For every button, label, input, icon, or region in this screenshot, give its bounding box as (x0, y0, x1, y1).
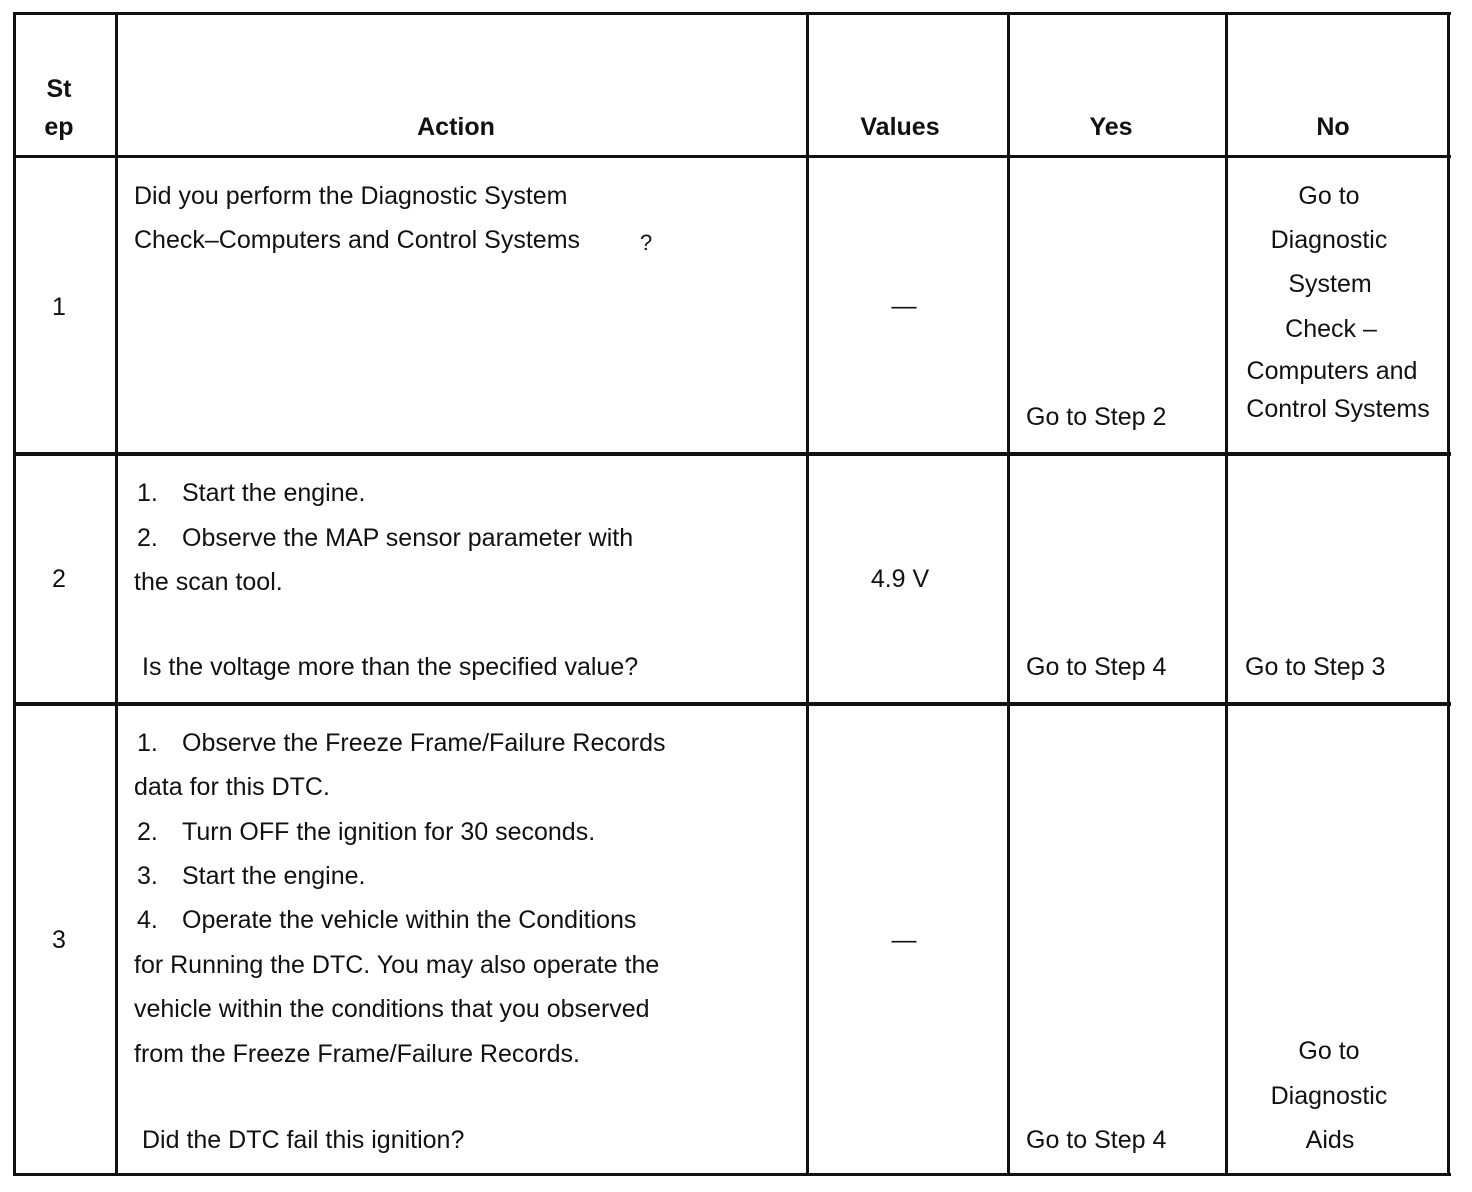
action-text: for Running the DTC. You may also operate the (134, 951, 660, 979)
table-border-bottom (13, 1173, 1451, 1176)
step-number: 3 (52, 926, 66, 954)
action-text: Start the engine. (182, 862, 366, 890)
action-text: Operate the vehicle within the Conditions (182, 906, 637, 934)
action-text: Check–Computers and Control Systems (134, 226, 581, 254)
header-step: St (46, 75, 72, 103)
header-yes: Yes (1089, 113, 1133, 141)
action-text: Start the engine. (182, 479, 366, 507)
value-cell: — (891, 292, 917, 320)
value-cell: — (891, 926, 917, 954)
question-text: Did the DTC fail this ignition? (142, 1126, 465, 1154)
step-number: 1 (52, 293, 66, 321)
header-values: Values (860, 113, 940, 141)
no-link[interactable]: Computers and (1246, 357, 1418, 385)
table-border-left (13, 12, 16, 1176)
action-text: from the Freeze Frame/Failure Records. (134, 1040, 580, 1068)
no-link[interactable]: Diagnostic (1270, 226, 1388, 254)
column-divider (115, 12, 118, 1176)
no-link[interactable]: Diagnostic (1270, 1082, 1388, 1110)
yes-link[interactable]: Go to Step 2 (1026, 403, 1167, 431)
list-number: 4. (137, 906, 158, 934)
header-step: ep (44, 113, 74, 141)
column-divider (806, 12, 809, 1176)
yes-link[interactable]: Go to Step 4 (1026, 1126, 1167, 1154)
action-text: Did you perform the Diagnostic System (134, 182, 568, 210)
header-no: No (1316, 113, 1350, 141)
list-number: 3. (137, 862, 158, 890)
action-text: Turn OFF the ignition for 30 seconds. (182, 818, 596, 846)
question-text: Is the voltage more than the specified value? (142, 653, 639, 681)
no-link[interactable]: Aids (1305, 1126, 1355, 1154)
action-text: Observe the MAP sensor parameter with (182, 524, 634, 552)
action-text: ? (640, 230, 653, 255)
row-divider (13, 452, 1451, 456)
row-divider (13, 702, 1451, 706)
list-number: 1. (137, 729, 158, 757)
table-border-right (1447, 12, 1450, 1176)
action-text: Observe the Freeze Frame/Failure Records (182, 729, 666, 757)
no-link[interactable]: Go to Step 3 (1245, 653, 1386, 681)
yes-link[interactable]: Go to Step 4 (1026, 653, 1167, 681)
no-link[interactable]: System (1288, 270, 1372, 298)
action-text: vehicle within the conditions that you observed (134, 995, 650, 1023)
list-number: 2. (137, 524, 158, 552)
no-link[interactable]: Go to (1298, 1037, 1360, 1065)
list-number: 2. (137, 818, 158, 846)
column-divider (1225, 12, 1228, 1176)
table-border-top (13, 12, 1451, 15)
list-number: 1. (137, 479, 158, 507)
header-divider (13, 155, 1451, 158)
action-text: the scan tool. (134, 568, 283, 596)
no-link[interactable]: Check – (1285, 315, 1377, 343)
header-action: Action (417, 113, 495, 141)
column-divider (1007, 12, 1010, 1176)
no-link[interactable]: Go to (1298, 182, 1360, 210)
step-number: 2 (52, 565, 66, 593)
value-cell: 4.9 V (870, 565, 930, 593)
no-link[interactable]: Control Systems (1246, 395, 1430, 423)
action-text: data for this DTC. (134, 773, 330, 801)
